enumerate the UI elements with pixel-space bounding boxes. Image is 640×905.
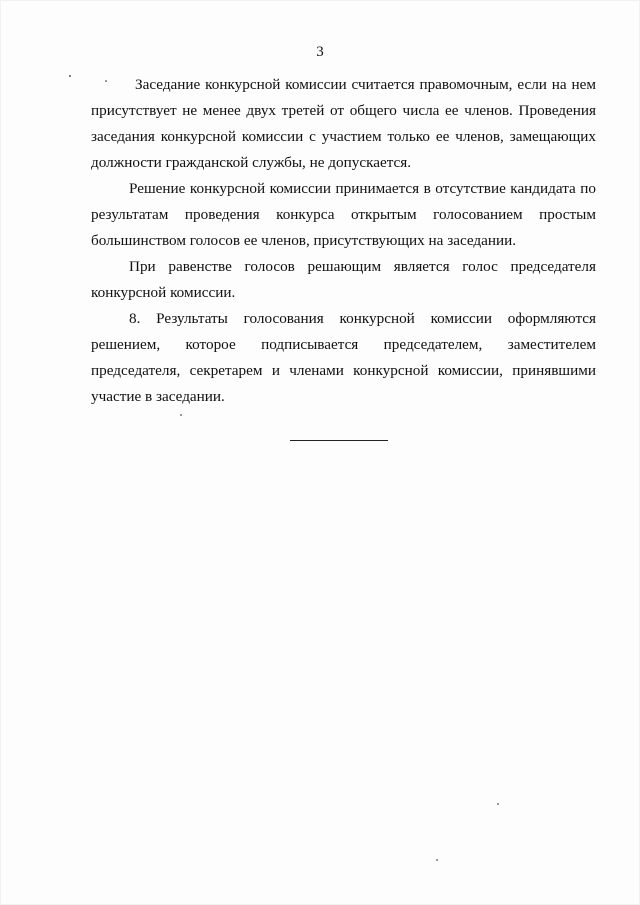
paragraph-quorum: Заседание конкурсной комиссии считается правомочным, если на нем присутствует не менее двух третей от общего числа ее членов. Проведения заседания конкурсной комиссии с участием только ее членов, замещающих должности гражданской службы, не допускается. — [91, 76, 596, 171]
page-number: 3 — [316, 44, 324, 60]
document-body — [91, 72, 596, 410]
scan-speck — [436, 859, 438, 861]
paragraph-decision: Решение конкурсной комиссии принимается в отсутствие кандидата по результатам проведения конкурса открытым голосованием простым большинством голосов ее членов, присутствующих на заседании. — [91, 180, 596, 249]
paragraph-tie-vote: При равенстве голосов решающим является голос председателя конкурсной комиссии. — [91, 258, 596, 301]
scan-speck — [497, 803, 499, 805]
scan-speck — [180, 414, 182, 416]
scan-speck — [105, 80, 107, 82]
scan-speck — [69, 75, 71, 77]
end-divider-line — [290, 440, 388, 441]
paragraph-voting-results: 8. Результаты голосования конкурсной комиссии оформляются решением, которое подписывается председателем, заместителем председателя, секретарем и членами конкурсной комиссии, принявшими участие в заседании. — [91, 310, 596, 405]
